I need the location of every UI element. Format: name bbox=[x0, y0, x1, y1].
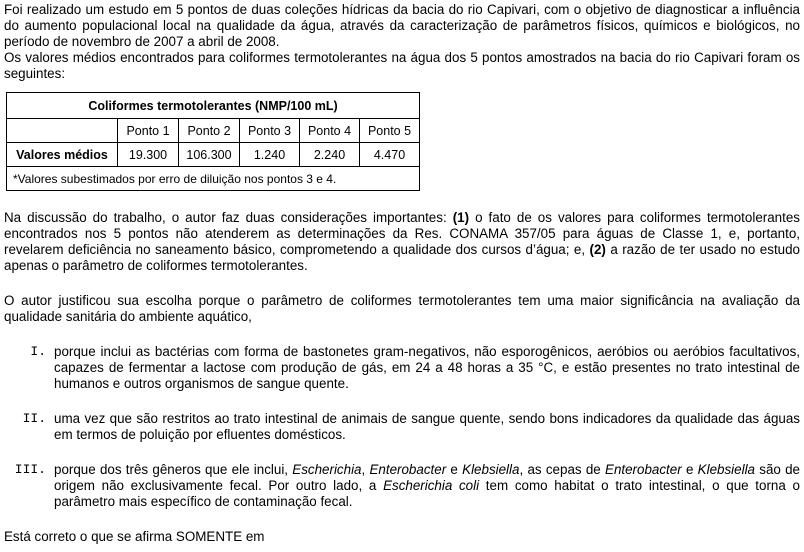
text-run: e bbox=[446, 462, 463, 477]
intro-paragraph-2: Os valores médios encontrados para coliformes termotolerantes na água dos 5 pontos amostrados na bacia do rio Capivari foram os seguintes: bbox=[4, 50, 800, 81]
statement-list bbox=[4, 344, 800, 510]
statement-text bbox=[54, 462, 800, 510]
genus-name: Enterobacter bbox=[605, 462, 682, 477]
discussion-text-b: o fato de os valores para coliformes termotolerantes encontrados nos 5 pontos não atenderem as determinações da Res. CONAMA 357/05 para águas de Classe 1, e, portanto, revelarem deficiência no saneamento básico, comprometendo a qualidade dos cursos d’água; e, bbox=[4, 210, 800, 257]
discussion-paragraph bbox=[4, 210, 800, 274]
statement-iii bbox=[4, 462, 800, 510]
marker-2: (2) bbox=[589, 242, 606, 257]
table-row bbox=[7, 143, 420, 167]
text-run: , as cepas de bbox=[519, 462, 606, 477]
statement-number: I. bbox=[30, 344, 46, 359]
text-run: porque dos três gêneros que ele inclui, bbox=[54, 462, 293, 477]
table-header-row bbox=[7, 119, 420, 143]
genus-name: Enterobacter bbox=[369, 462, 447, 477]
coliform-table bbox=[6, 92, 420, 191]
table-header-cell: Ponto 3 bbox=[240, 119, 300, 143]
text-run: são de origem não exclusivamente fecal. Por outro lado, a bbox=[54, 462, 801, 493]
genus-name: Escherichia bbox=[292, 462, 362, 477]
table-cell: 4.470 bbox=[360, 143, 420, 167]
statement-number: II. bbox=[22, 411, 46, 426]
justification-paragraph: O autor justificou sua escolha porque o parâmetro de coliformes termotolerantes tem uma maior significância na avaliação da qualidade sanitária do ambiente aquático, bbox=[4, 293, 800, 324]
text-run: tem como habitat o trato intestinal, o que torna o parâmetro mais específico de contaminação fecal. bbox=[54, 478, 800, 509]
table-header-cell: Ponto 4 bbox=[300, 119, 360, 143]
statement-text: uma vez que são restritos ao trato intestinal de animais de sangue quente, sendo bons indicadores da qualidade das águas em termos de poluição por efluentes domésticos. bbox=[54, 411, 800, 442]
closing-line: Está correto o que se afirma SOMENTE em bbox=[4, 529, 265, 544]
table-header-cell: Ponto 5 bbox=[360, 119, 420, 143]
discussion-text-a: Na discussão do trabalho, o autor faz duas considerações importantes: bbox=[4, 210, 453, 225]
statement-number: III. bbox=[14, 462, 46, 477]
table-title: Coliformes termotolerantes (NMP/100 mL) bbox=[7, 93, 420, 119]
text-run: , bbox=[361, 462, 370, 477]
marker-1: (1) bbox=[452, 210, 470, 225]
table-row-label: Valores médios bbox=[7, 143, 118, 167]
table-header-empty bbox=[7, 119, 118, 143]
table-cell: 1.240 bbox=[240, 143, 300, 167]
table-cell: 2.240 bbox=[300, 143, 360, 167]
statement-text: porque inclui as bactérias com forma de bastonetes gram-negativos, não esporogênicos, aeróbios ou aeróbios facultativos, capazes de fermentar a lactose com produção de gás, em 24 a 48 horas a 35 °C, e estão presentes no trato intestinal de humanos e outros organismos de sangue quente. bbox=[54, 344, 800, 391]
table-cell: 106.300 bbox=[179, 143, 240, 167]
table-note: *Valores subestimados por erro de diluição nos pontos 3 e 4. bbox=[7, 167, 420, 191]
statement-i bbox=[4, 344, 800, 392]
intro-paragraph-1: Foi realizado um estudo em 5 pontos de duas coleções hídricas da bacia do rio Capivari, com o objetivo de diagnosticar a influência do aumento populacional local na qualidade da água, através da caracterização de parâmetros físicos, químicos e biológicos, no período de novembro de 2007 a abril de 2008. bbox=[4, 2, 800, 49]
table-cell: 19.300 bbox=[118, 143, 179, 167]
discussion-text-c: a razão de ter usado no estudo apenas o parâmetro de coliformes termotolerantes. bbox=[4, 242, 801, 273]
species-name: Escherichia coli bbox=[383, 478, 480, 493]
genus-name: Klebsiella bbox=[697, 462, 755, 477]
text-run: e bbox=[681, 462, 698, 477]
table-header-cell: Ponto 1 bbox=[118, 119, 179, 143]
table-header-cell: Ponto 2 bbox=[179, 119, 240, 143]
genus-name: Klebsiella bbox=[462, 462, 520, 477]
statement-ii bbox=[4, 411, 800, 443]
